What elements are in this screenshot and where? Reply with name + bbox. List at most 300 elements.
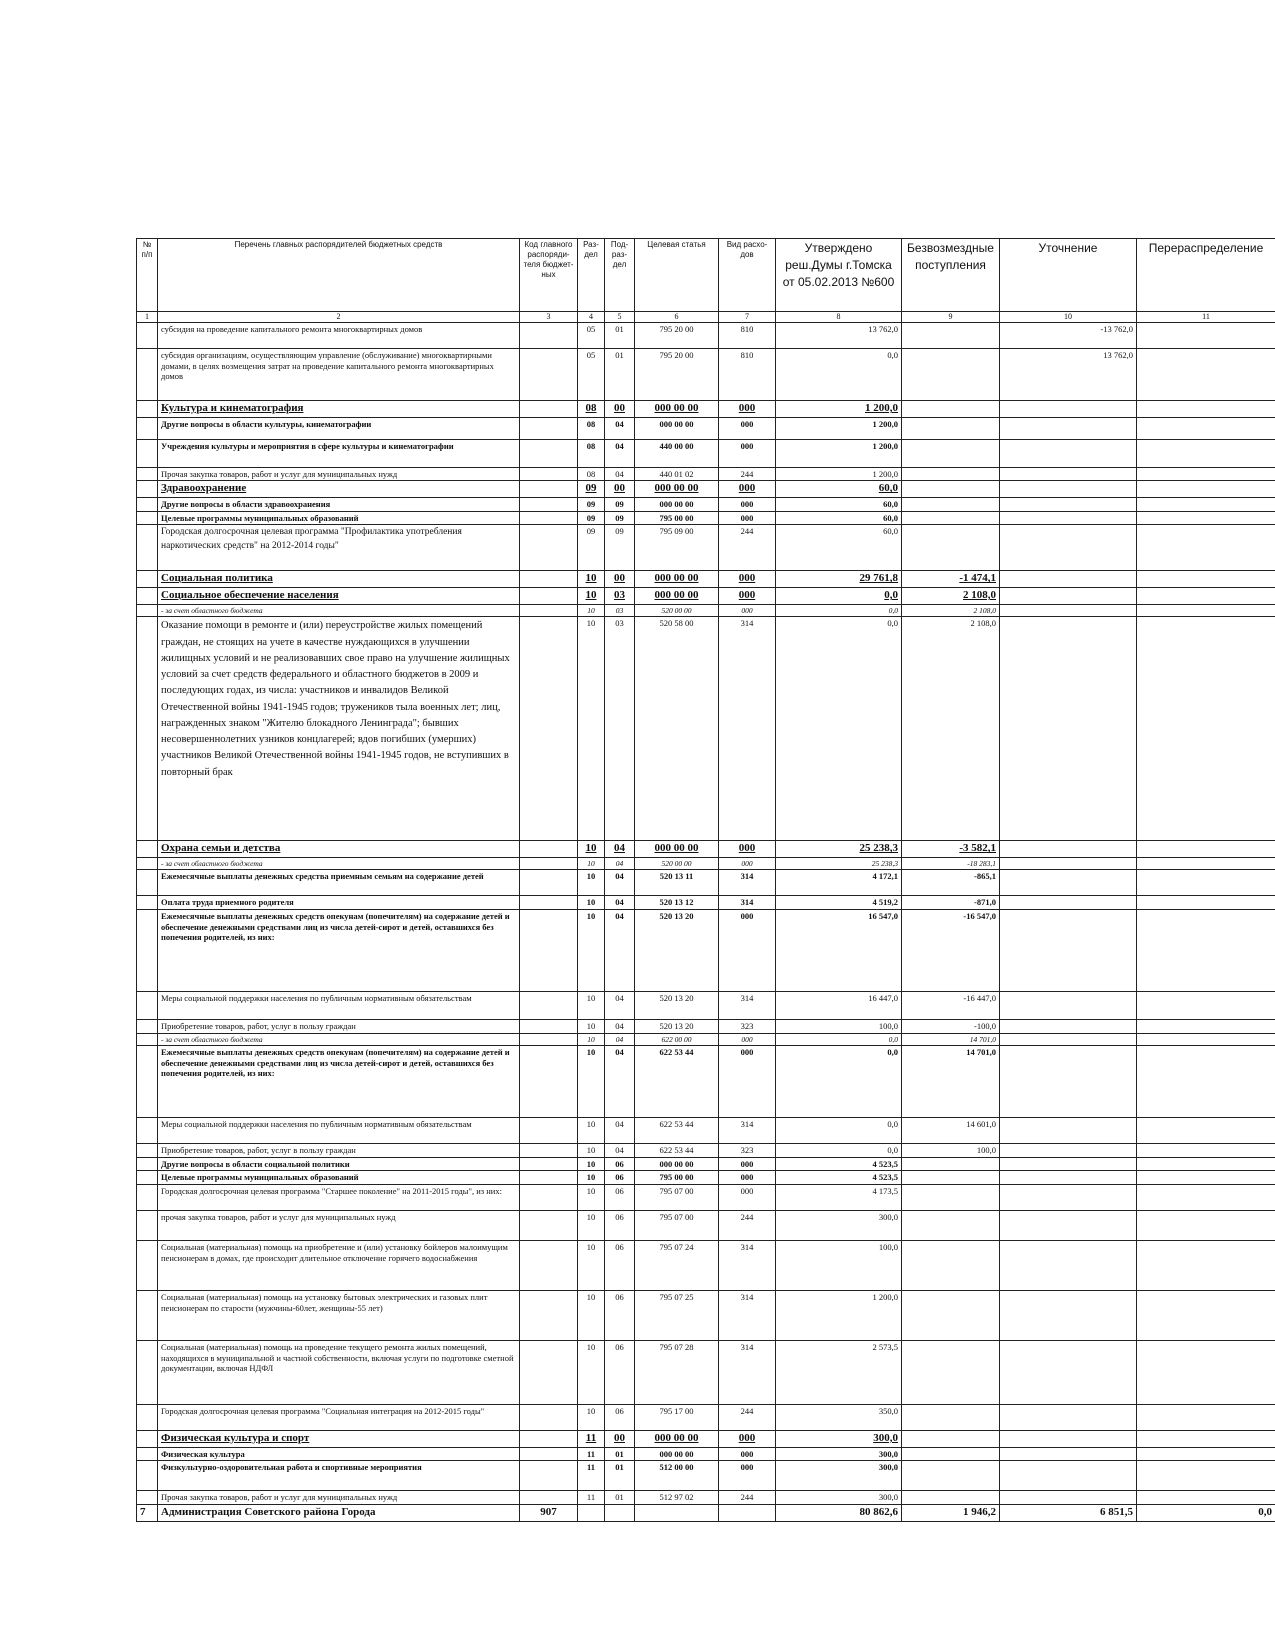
row-bezvozmezdnye — [902, 1404, 1000, 1430]
row-vid: 000 — [719, 417, 776, 439]
row-pereraspredelenie — [1137, 1240, 1275, 1290]
header-no: № п/п — [137, 239, 158, 312]
row-bezvozmezdnye: 2 108,0 — [902, 588, 1000, 605]
row-no — [137, 1020, 158, 1034]
row-no — [137, 1118, 158, 1144]
row-utverzhdeno: 4 523,5 — [776, 1171, 902, 1185]
row-utochnenie — [1000, 1240, 1137, 1290]
row-utochnenie — [1000, 1033, 1137, 1045]
row-razdel: 10 — [578, 841, 605, 858]
row-pereraspredelenie — [1137, 1430, 1275, 1447]
row-bezvozmezdnye — [902, 1290, 1000, 1340]
row-utverzhdeno: 1 200,0 — [776, 467, 902, 481]
row-utverzhdeno: 0,0 — [776, 617, 902, 841]
row-podrazdel: 00 — [605, 401, 635, 418]
row-vid: 314 — [719, 1290, 776, 1340]
row-razdel: 10 — [578, 1171, 605, 1185]
row-bezvozmezdnye — [902, 467, 1000, 481]
row-tselevaya: 000 00 00 — [635, 841, 719, 858]
row-utochnenie — [1000, 992, 1137, 1020]
row-code — [520, 896, 578, 910]
last-row-admin — [137, 1504, 1275, 1521]
row-podrazdel: 04 — [605, 439, 635, 467]
row-vid: 314 — [719, 992, 776, 1020]
row-tselevaya: 795 07 24 — [635, 1240, 719, 1290]
row-bezvozmezdnye: 14 701,0 — [902, 1033, 1000, 1045]
row-pereraspredelenie — [1137, 617, 1275, 841]
row-podrazdel: 04 — [605, 467, 635, 481]
row-no — [137, 349, 158, 401]
table-row — [137, 1404, 1275, 1430]
row-tselevaya: 520 13 20 — [635, 1020, 719, 1034]
row-code — [520, 992, 578, 1020]
row-utverzhdeno: 300,0 — [776, 1447, 902, 1461]
table-row — [137, 1033, 1275, 1045]
row-utverzhdeno: 0,0 — [776, 588, 902, 605]
row-bezvozmezdnye — [902, 1430, 1000, 1447]
row-utochnenie — [1000, 417, 1137, 439]
row-podrazdel: 04 — [605, 870, 635, 896]
row-podrazdel: 01 — [605, 349, 635, 401]
row-podrazdel: 04 — [605, 1144, 635, 1158]
row-vid: 810 — [719, 349, 776, 401]
row-bezvozmezdnye: -1 474,1 — [902, 571, 1000, 588]
row-no — [137, 467, 158, 481]
row-razdel: 10 — [578, 617, 605, 841]
row-pereraspredelenie — [1137, 417, 1275, 439]
row-no — [137, 617, 158, 841]
row-code — [520, 1118, 578, 1144]
row-name: Прочая закупка товаров, работ и услуг для муниципальных нужд — [158, 1491, 520, 1505]
row-code — [520, 1184, 578, 1210]
row-name: Меры социальной поддержки населения по публичным нормативным обязательствам — [158, 1118, 520, 1144]
table-row — [137, 467, 1275, 481]
row-pereraspredelenie — [1137, 1144, 1275, 1158]
row-name: Другие вопросы в области социальной политики — [158, 1157, 520, 1171]
row-podrazdel: 04 — [605, 1033, 635, 1045]
empty-cell — [578, 1504, 605, 1521]
table-header-row — [137, 239, 1275, 312]
row-vid: 314 — [719, 617, 776, 841]
row-pereraspredelenie — [1137, 511, 1275, 525]
row-code — [520, 511, 578, 525]
row-utverzhdeno: 25 238,3 — [776, 858, 902, 870]
row-utochnenie — [1000, 571, 1137, 588]
table-row — [137, 401, 1275, 418]
table-row — [137, 1184, 1275, 1210]
row-bezvozmezdnye: 100,0 — [902, 1144, 1000, 1158]
row-tselevaya: 795 00 00 — [635, 511, 719, 525]
row-utochnenie — [1000, 1144, 1137, 1158]
row-utverzhdeno: 29 761,8 — [776, 571, 902, 588]
row-bezvozmezdnye — [902, 1210, 1000, 1240]
row-pereraspredelenie — [1137, 1033, 1275, 1045]
row-bezvozmezdnye — [902, 1184, 1000, 1210]
row-utochnenie — [1000, 841, 1137, 858]
row-code — [520, 323, 578, 349]
last-row-per: 0,0 — [1137, 1504, 1275, 1521]
header-name: Перечень главных распорядителей бюджетных средств — [158, 239, 520, 312]
table-row — [137, 617, 1275, 841]
row-vid: 244 — [719, 1210, 776, 1240]
row-code — [520, 588, 578, 605]
budget-table — [136, 238, 1275, 1522]
header-pereraspredelenie: Перераспределение — [1137, 239, 1275, 312]
row-razdel: 05 — [578, 323, 605, 349]
table-row — [137, 858, 1275, 870]
row-utochnenie — [1000, 1210, 1137, 1240]
row-name: Социальная политика — [158, 571, 520, 588]
row-no — [137, 401, 158, 418]
row-razdel: 10 — [578, 1404, 605, 1430]
row-pereraspredelenie — [1137, 1404, 1275, 1430]
row-podrazdel: 04 — [605, 1118, 635, 1144]
row-podrazdel: 01 — [605, 1447, 635, 1461]
row-no — [137, 1144, 158, 1158]
row-razdel: 11 — [578, 1447, 605, 1461]
row-vid: 000 — [719, 481, 776, 498]
header-podrazdel: Под-раз-дел — [605, 239, 635, 312]
row-utverzhdeno: 25 238,3 — [776, 841, 902, 858]
row-utverzhdeno: 100,0 — [776, 1020, 902, 1034]
column-index-row — [137, 312, 1275, 323]
row-razdel: 10 — [578, 910, 605, 992]
row-vid: 000 — [719, 1157, 776, 1171]
row-podrazdel: 06 — [605, 1240, 635, 1290]
row-razdel: 10 — [578, 896, 605, 910]
table-row — [137, 1240, 1275, 1290]
row-tselevaya: 795 07 28 — [635, 1340, 719, 1404]
row-utverzhdeno: 0,0 — [776, 604, 902, 616]
row-code — [520, 1290, 578, 1340]
row-razdel: 09 — [578, 525, 605, 571]
row-bezvozmezdnye — [902, 1491, 1000, 1505]
row-utverzhdeno: 16 547,0 — [776, 910, 902, 992]
row-pereraspredelenie — [1137, 525, 1275, 571]
row-podrazdel: 00 — [605, 481, 635, 498]
row-razdel: 10 — [578, 1184, 605, 1210]
row-tselevaya: 000 00 00 — [635, 1430, 719, 1447]
row-tselevaya: 795 07 00 — [635, 1184, 719, 1210]
table-row — [137, 1157, 1275, 1171]
row-pereraspredelenie — [1137, 1447, 1275, 1461]
row-utverzhdeno: 4 523,5 — [776, 1157, 902, 1171]
row-tselevaya: 440 00 00 — [635, 439, 719, 467]
row-code — [520, 1461, 578, 1491]
row-no — [137, 1210, 158, 1240]
row-no — [137, 841, 158, 858]
row-podrazdel: 09 — [605, 498, 635, 512]
row-code — [520, 1157, 578, 1171]
row-vid: 244 — [719, 1404, 776, 1430]
row-vid: 314 — [719, 870, 776, 896]
row-code — [520, 1447, 578, 1461]
row-no — [137, 1491, 158, 1505]
table-row — [137, 1210, 1275, 1240]
row-tselevaya: 622 00 00 — [635, 1033, 719, 1045]
row-vid: 000 — [719, 439, 776, 467]
row-bezvozmezdnye: -871,0 — [902, 896, 1000, 910]
row-code — [520, 481, 578, 498]
row-pereraspredelenie — [1137, 910, 1275, 992]
row-name: - за счет областного бюджета — [158, 1033, 520, 1045]
row-podrazdel: 03 — [605, 588, 635, 605]
row-code — [520, 870, 578, 896]
row-utochnenie — [1000, 896, 1137, 910]
row-utochnenie — [1000, 1171, 1137, 1185]
row-code — [520, 1046, 578, 1118]
row-razdel: 08 — [578, 401, 605, 418]
table-row — [137, 439, 1275, 467]
row-utochnenie: -13 762,0 — [1000, 323, 1137, 349]
row-pereraspredelenie — [1137, 1184, 1275, 1210]
row-utverzhdeno: 0,0 — [776, 1033, 902, 1045]
row-utochnenie — [1000, 1461, 1137, 1491]
column-index: 11 — [1137, 312, 1275, 323]
row-code — [520, 1404, 578, 1430]
row-no — [137, 323, 158, 349]
row-name: Приобретение товаров, работ, услуг в пользу граждан — [158, 1020, 520, 1034]
row-vid: 000 — [719, 498, 776, 512]
column-index: 3 — [520, 312, 578, 323]
row-no — [137, 858, 158, 870]
row-bezvozmezdnye — [902, 511, 1000, 525]
row-utochnenie — [1000, 1491, 1137, 1505]
row-bezvozmezdnye: -16 547,0 — [902, 910, 1000, 992]
row-name: Социальная (материальная) помощь на приобретение и (или) установку бойлеров малоимущим пенсионерам в домах, где происходит длительное отключение горячего водоснабжения — [158, 1240, 520, 1290]
row-name: Ежемесячные выплаты денежных средств опекунам (попечителям) на содержание детей и обеспечение денежными средствами лиц из числа детей-сирот и детей, оставшихся без попечения родителей, из них: — [158, 910, 520, 992]
row-bezvozmezdnye — [902, 525, 1000, 571]
table-row — [137, 1447, 1275, 1461]
row-bezvozmezdnye — [902, 1171, 1000, 1185]
row-razdel: 10 — [578, 1118, 605, 1144]
table-row — [137, 1430, 1275, 1447]
row-no — [137, 910, 158, 992]
row-name: Оплата труда приемного родителя — [158, 896, 520, 910]
row-tselevaya: 520 58 00 — [635, 617, 719, 841]
row-utochnenie — [1000, 511, 1137, 525]
row-bezvozmezdnye: -865,1 — [902, 870, 1000, 896]
row-vid: 000 — [719, 1184, 776, 1210]
row-vid: 000 — [719, 1171, 776, 1185]
row-utochnenie — [1000, 1290, 1137, 1340]
row-code — [520, 439, 578, 467]
row-name: прочая закупка товаров, работ и услуг для муниципальных нужд — [158, 1210, 520, 1240]
row-utverzhdeno: 4 173,5 — [776, 1184, 902, 1210]
row-tselevaya: 622 53 44 — [635, 1046, 719, 1118]
row-razdel: 10 — [578, 1046, 605, 1118]
row-tselevaya: 512 00 00 — [635, 1461, 719, 1491]
row-code — [520, 401, 578, 418]
row-pereraspredelenie — [1137, 481, 1275, 498]
row-tselevaya: 440 01 02 — [635, 467, 719, 481]
row-bezvozmezdnye — [902, 1157, 1000, 1171]
row-no — [137, 1240, 158, 1290]
table-row — [137, 910, 1275, 992]
table-row — [137, 588, 1275, 605]
row-code — [520, 1491, 578, 1505]
row-razdel: 10 — [578, 571, 605, 588]
table-row — [137, 1144, 1275, 1158]
row-tselevaya: 795 00 00 — [635, 1171, 719, 1185]
row-podrazdel: 00 — [605, 571, 635, 588]
empty-cell — [605, 1504, 635, 1521]
row-name: Городская долгосрочная целевая программа "Социальная интеграция на 2012-2015 годы" — [158, 1404, 520, 1430]
row-pereraspredelenie — [1137, 858, 1275, 870]
row-no — [137, 588, 158, 605]
table-row — [137, 896, 1275, 910]
row-no — [137, 571, 158, 588]
row-razdel: 10 — [578, 1240, 605, 1290]
row-code — [520, 1020, 578, 1034]
row-no — [137, 1404, 158, 1430]
row-utverzhdeno: 300,0 — [776, 1430, 902, 1447]
row-utochnenie — [1000, 439, 1137, 467]
row-razdel: 10 — [578, 1033, 605, 1045]
row-tselevaya: 795 20 00 — [635, 349, 719, 401]
row-pereraspredelenie — [1137, 588, 1275, 605]
row-pereraspredelenie — [1137, 1210, 1275, 1240]
row-name: субсидия на проведение капитального ремонта многоквартирных домов — [158, 323, 520, 349]
row-utverzhdeno: 0,0 — [776, 1046, 902, 1118]
row-utochnenie — [1000, 1404, 1137, 1430]
row-tselevaya: 000 00 00 — [635, 1157, 719, 1171]
row-podrazdel: 06 — [605, 1184, 635, 1210]
row-vid: 323 — [719, 1020, 776, 1034]
row-pereraspredelenie — [1137, 1461, 1275, 1491]
row-name: Городская долгосрочная целевая программа "Старшее поколение" на 2011-2015 годы", из них: — [158, 1184, 520, 1210]
row-razdel: 10 — [578, 604, 605, 616]
row-podrazdel: 04 — [605, 992, 635, 1020]
row-name: Приобретение товаров, работ, услуг в пользу граждан — [158, 1144, 520, 1158]
row-bezvozmezdnye — [902, 1447, 1000, 1461]
row-name: Городская долгосрочная целевая программа "Профилактика употребления наркотических средств" на 2012-2014 годы" — [158, 525, 520, 571]
table-row — [137, 571, 1275, 588]
row-name: - за счет областного бюджета — [158, 604, 520, 616]
row-vid: 244 — [719, 467, 776, 481]
row-razdel: 10 — [578, 1020, 605, 1034]
row-code — [520, 417, 578, 439]
table-row — [137, 1461, 1275, 1491]
row-utverzhdeno: 4 519,2 — [776, 896, 902, 910]
row-utochnenie — [1000, 1184, 1137, 1210]
row-razdel: 10 — [578, 870, 605, 896]
row-no — [137, 1430, 158, 1447]
table-row — [137, 1171, 1275, 1185]
row-podrazdel: 01 — [605, 323, 635, 349]
row-podrazdel: 06 — [605, 1210, 635, 1240]
table-row — [137, 841, 1275, 858]
row-podrazdel: 00 — [605, 1430, 635, 1447]
row-vid: 314 — [719, 1340, 776, 1404]
row-bezvozmezdnye: 14 601,0 — [902, 1118, 1000, 1144]
row-tselevaya: 795 17 00 — [635, 1404, 719, 1430]
table-row — [137, 1290, 1275, 1340]
row-tselevaya: 520 13 20 — [635, 992, 719, 1020]
row-no — [137, 417, 158, 439]
row-tselevaya: 795 20 00 — [635, 323, 719, 349]
row-no — [137, 481, 158, 498]
row-bezvozmezdnye — [902, 323, 1000, 349]
row-utverzhdeno: 0,0 — [776, 349, 902, 401]
row-razdel: 09 — [578, 511, 605, 525]
row-pereraspredelenie — [1137, 604, 1275, 616]
row-tselevaya: 520 00 00 — [635, 858, 719, 870]
row-bezvozmezdnye: -100,0 — [902, 1020, 1000, 1034]
row-name: Оказание помощи в ремонте и (или) переустройстве жилых помещений граждан, не стоящих на учете в качестве нуждающихся в улучшении жилищных условий и не реализовавших свое право на улучшение жилищных условий за счет средств федерального и областного бюджетов в 2009 и последующих годах, из числа: участников и инвалидов Великой Отечественной войны 1941-1945 годов; тружеников тыла военных лет; лиц, награжденных знаком "Жителю блокадного Ленинграда"; бывших несовершеннолетних узников концлагерей; вдов погибших (умерших) участников Великой Отечественной войны 1941-1945 годов, не вступивших в повторный брак — [158, 617, 520, 841]
row-code — [520, 1033, 578, 1045]
row-tselevaya: 512 97 02 — [635, 1491, 719, 1505]
table-row — [137, 1340, 1275, 1404]
row-no — [137, 896, 158, 910]
row-pereraspredelenie — [1137, 498, 1275, 512]
row-bezvozmezdnye: -16 447,0 — [902, 992, 1000, 1020]
row-tselevaya: 000 00 00 — [635, 417, 719, 439]
last-row-bez: 1 946,2 — [902, 1504, 1000, 1521]
column-index: 9 — [902, 312, 1000, 323]
table-row — [137, 511, 1275, 525]
last-row-utv: 80 862,6 — [776, 1504, 902, 1521]
row-utochnenie — [1000, 1157, 1137, 1171]
row-name: Социальное обеспечение населения — [158, 588, 520, 605]
row-no — [137, 1340, 158, 1404]
row-razdel: 10 — [578, 588, 605, 605]
header-code: Код главного распоряди-теля бюджет-ных — [520, 239, 578, 312]
row-razdel: 08 — [578, 467, 605, 481]
row-vid: 000 — [719, 841, 776, 858]
row-tselevaya: 000 00 00 — [635, 571, 719, 588]
row-vid: 000 — [719, 910, 776, 992]
row-razdel: 09 — [578, 481, 605, 498]
row-tselevaya: 520 13 20 — [635, 910, 719, 992]
table-row — [137, 1118, 1275, 1144]
row-utochnenie — [1000, 1430, 1137, 1447]
row-name: Другие вопросы в области культуры, кинематографии — [158, 417, 520, 439]
last-row-code: 907 — [520, 1504, 578, 1521]
row-vid: 000 — [719, 401, 776, 418]
row-pereraspredelenie — [1137, 1157, 1275, 1171]
row-name: Физическая культура — [158, 1447, 520, 1461]
row-utochnenie — [1000, 1020, 1137, 1034]
row-pereraspredelenie — [1137, 1290, 1275, 1340]
row-utverzhdeno: 1 200,0 — [776, 439, 902, 467]
row-code — [520, 467, 578, 481]
row-utverzhdeno: 13 762,0 — [776, 323, 902, 349]
last-row-uto: 6 851,5 — [1000, 1504, 1137, 1521]
row-vid: 000 — [719, 588, 776, 605]
row-code — [520, 1340, 578, 1404]
row-vid: 314 — [719, 896, 776, 910]
row-podrazdel: 06 — [605, 1290, 635, 1340]
row-bezvozmezdnye: 14 701,0 — [902, 1046, 1000, 1118]
last-row-name: Администрация Советского района Города — [158, 1504, 520, 1521]
row-name: - за счет областного бюджета — [158, 858, 520, 870]
row-utochnenie — [1000, 481, 1137, 498]
row-utochnenie — [1000, 604, 1137, 616]
row-vid: 000 — [719, 571, 776, 588]
row-tselevaya: 000 00 00 — [635, 481, 719, 498]
row-utochnenie — [1000, 588, 1137, 605]
table-row — [137, 323, 1275, 349]
row-razdel: 10 — [578, 1210, 605, 1240]
row-bezvozmezdnye: -3 582,1 — [902, 841, 1000, 858]
row-code — [520, 910, 578, 992]
row-name: субсидия организациям, осуществляющим управление (обслуживание) многоквартирными домами, в целях возмещения затрат на проведение капитального ремонта многоквартирных домов — [158, 349, 520, 401]
column-index: 1 — [137, 312, 158, 323]
row-tselevaya: 520 13 12 — [635, 896, 719, 910]
row-vid: 314 — [719, 1240, 776, 1290]
row-tselevaya: 795 07 00 — [635, 1210, 719, 1240]
